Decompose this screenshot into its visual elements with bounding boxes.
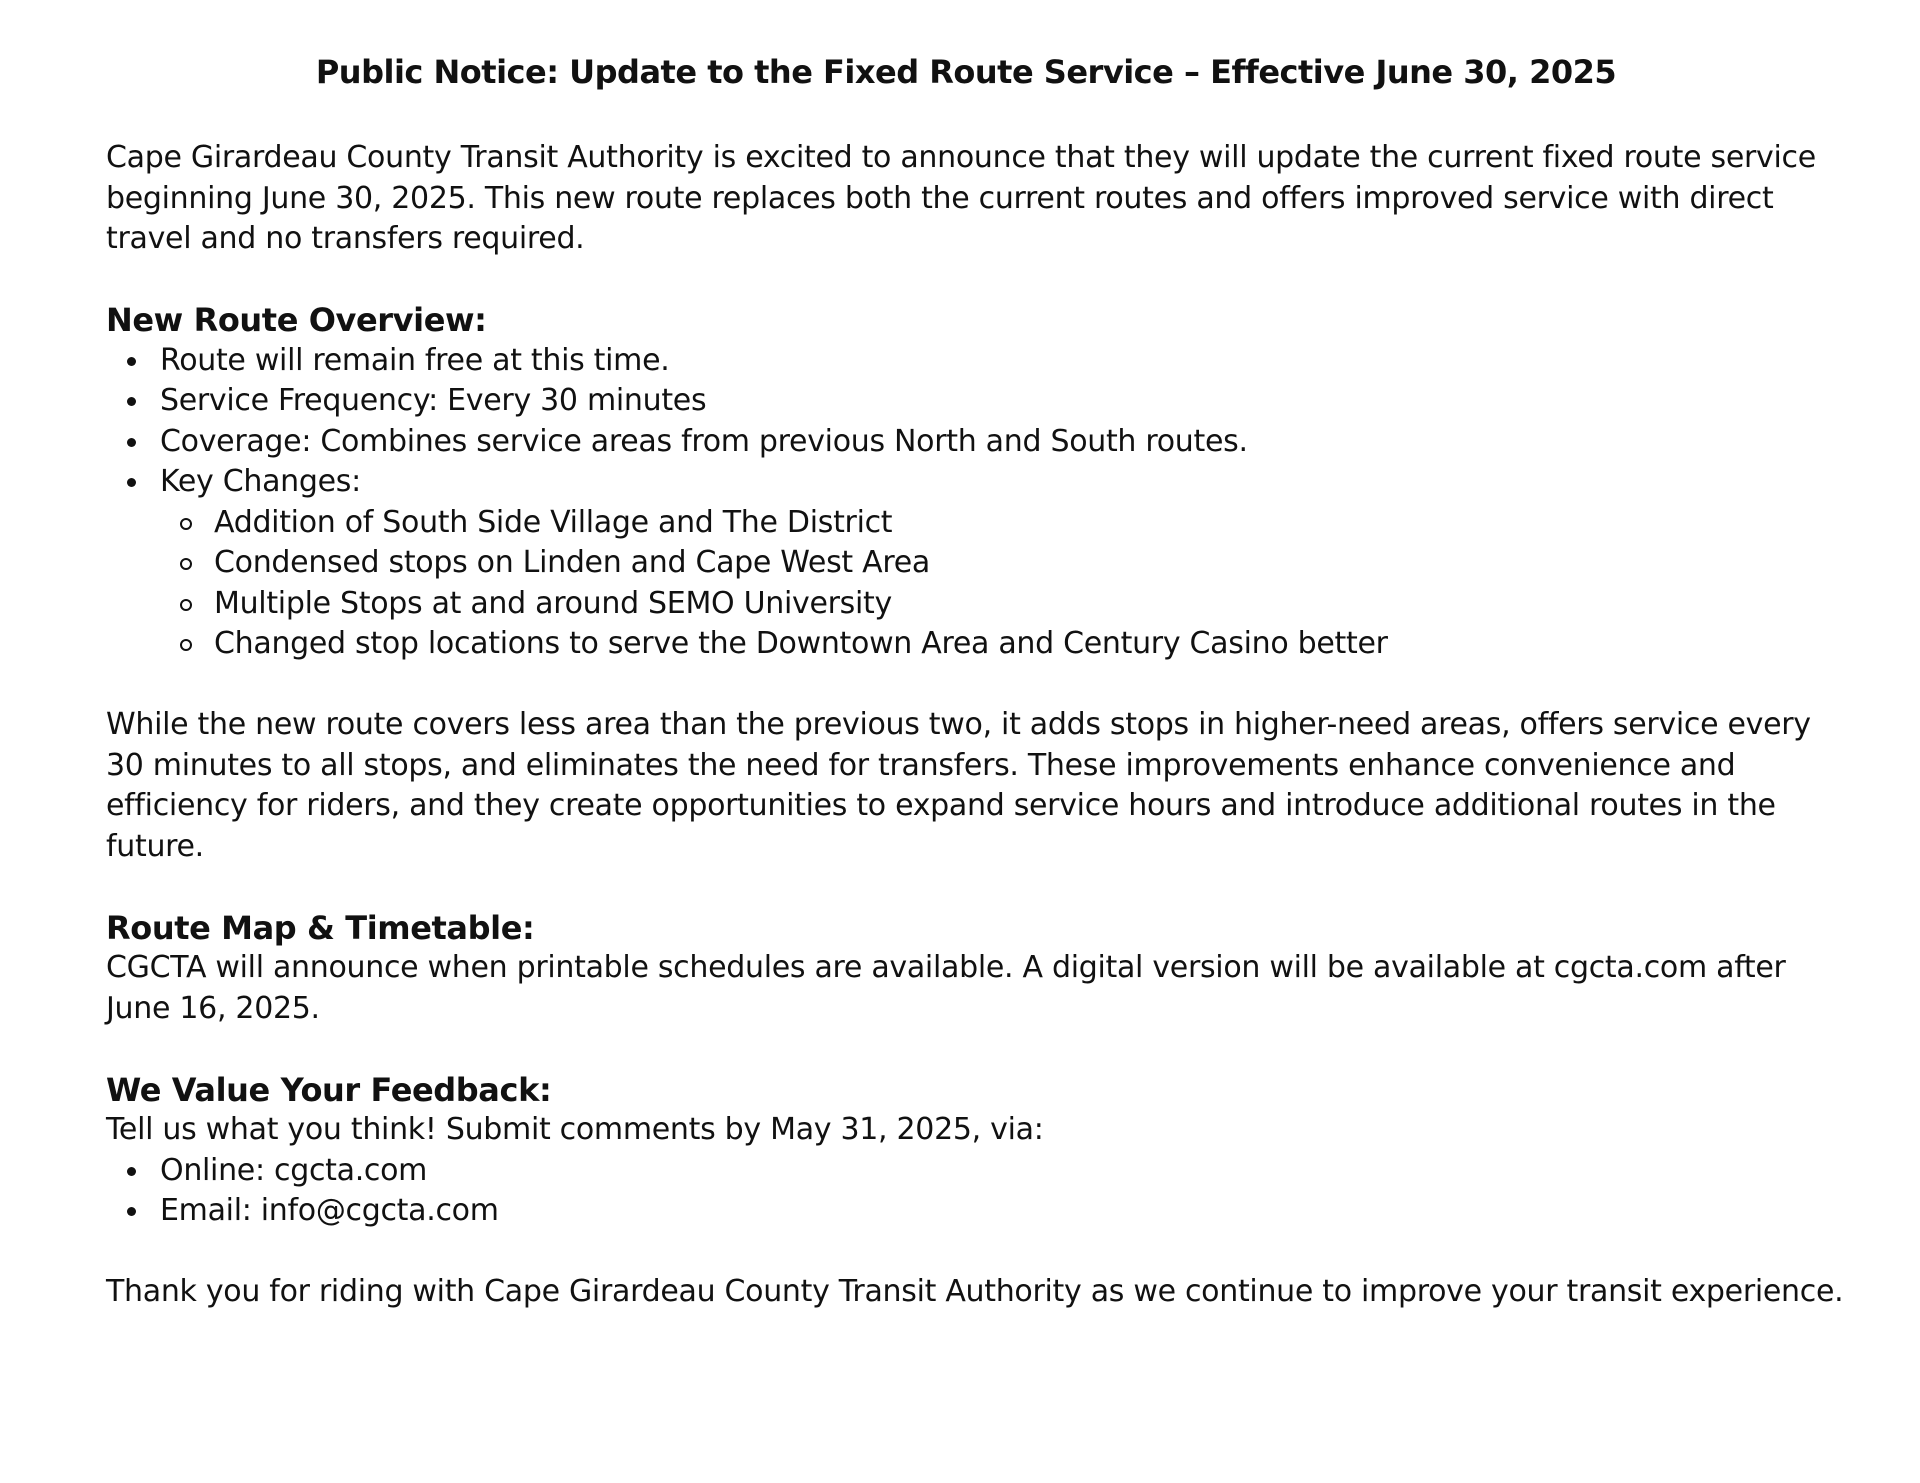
list-item: Email: info@cgcta.com [106,1191,1846,1232]
overview-heading: New Route Overview: [106,301,487,339]
overview-list [106,341,1846,503]
notice-title: Public Notice: Update to the Fixed Route Service – Effective June 30, 2025 [315,53,1617,91]
closing-paragraph: Thank you for riding with Cape Girardeau County Transit Authority as we continue to improve your transit experience. [106,1274,1844,1309]
route-map-paragraph: CGCTA will announce when printable schedules are available. A digital version will be available at cgcta.com after June 16, 2025. [106,950,1786,1026]
feedback-list [106,1151,1846,1232]
summary-paragraph: While the new route covers less area than the previous two, it adds stops in higher-need areas, offers service every 30 minutes to all stops, and eliminates the need for transfers. These improvements enhance convenience and efficiency for riders, and they create opportunities to expand service hours and introduce additional routes in the future. [106,707,1811,864]
list-item: Key Changes: [106,462,1846,503]
route-map-heading: Route Map & Timetable: [106,908,535,947]
feedback-paragraph: Tell us what you think! Submit comments by May 31, 2025, via: [106,1112,1044,1147]
spacer [106,665,1846,706]
sub-list-item: Addition of South Side Village and The District [106,503,1846,544]
list-item: Service Frequency: Every 30 minutes [106,381,1846,422]
sub-list-item: Changed stop locations to serve the Downtown Area and Century Casino better [106,624,1846,665]
feedback-heading: We Value Your Feedback: [106,1070,552,1109]
intro-paragraph: Cape Girardeau County Transit Authority is excited to announce that they will update the current fixed route service beginning June 30, 2025. This new route replaces both the current routes and offers improved service with direct travel and no transfers required. [106,140,1816,256]
spacer [106,1029,1846,1070]
spacer [106,260,1846,301]
sub-list-item: Multiple Stops at and around SEMO University [106,584,1846,625]
list-item: Online: cgcta.com [106,1151,1846,1192]
list-item: Route will remain free at this time. [106,341,1846,382]
sub-list-item: Condensed stops on Linden and Cape West Area [106,543,1846,584]
spacer [106,867,1846,908]
notice-document [106,48,1846,1313]
list-item: Coverage: Combines service areas from previous North and South routes. [106,422,1846,463]
key-changes-list [106,503,1846,665]
spacer [106,1232,1846,1273]
